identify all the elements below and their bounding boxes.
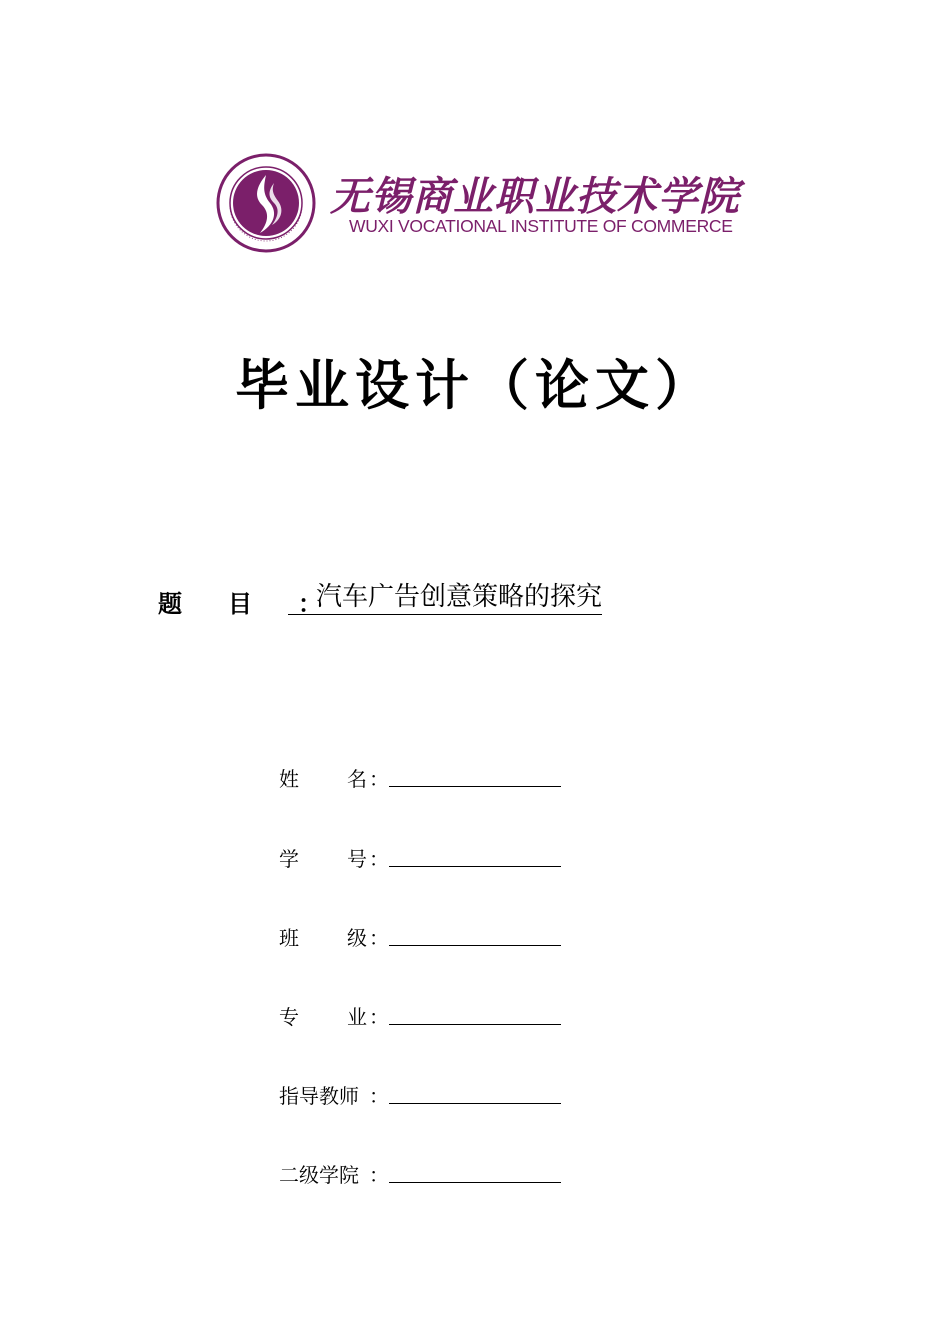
field-college-input[interactable] [389, 1182, 561, 1183]
field-major-input[interactable] [389, 1024, 561, 1025]
logo-chinese-name: 无锡商业职业技术学院 [330, 173, 740, 220]
school-logo [216, 153, 740, 255]
field-student-id-input[interactable] [389, 866, 561, 867]
field-student-id-label: 学 号 [279, 847, 367, 871]
field-class-input[interactable] [389, 945, 561, 946]
field-college-label: 二级学院 [279, 1163, 359, 1187]
topic-value[interactable]: 汽车广告创意策略的探究 [288, 580, 602, 615]
field-major-label: 专 业 [279, 1005, 367, 1029]
field-class-label: 班 级 [279, 926, 367, 950]
school-seal-icon [216, 153, 316, 253]
logo-english-name: WUXI VOCATIONAL INSTITUTE OF COMMERCE [349, 216, 733, 236]
page-title: 毕业设计（论文） [235, 354, 715, 417]
field-advisor-label: 指导教师 [279, 1084, 359, 1108]
topic-label: 题目： [158, 590, 368, 618]
field-advisor-input[interactable] [389, 1103, 561, 1104]
field-name-label: 姓 名 [279, 767, 367, 791]
field-name-input[interactable] [389, 786, 561, 787]
